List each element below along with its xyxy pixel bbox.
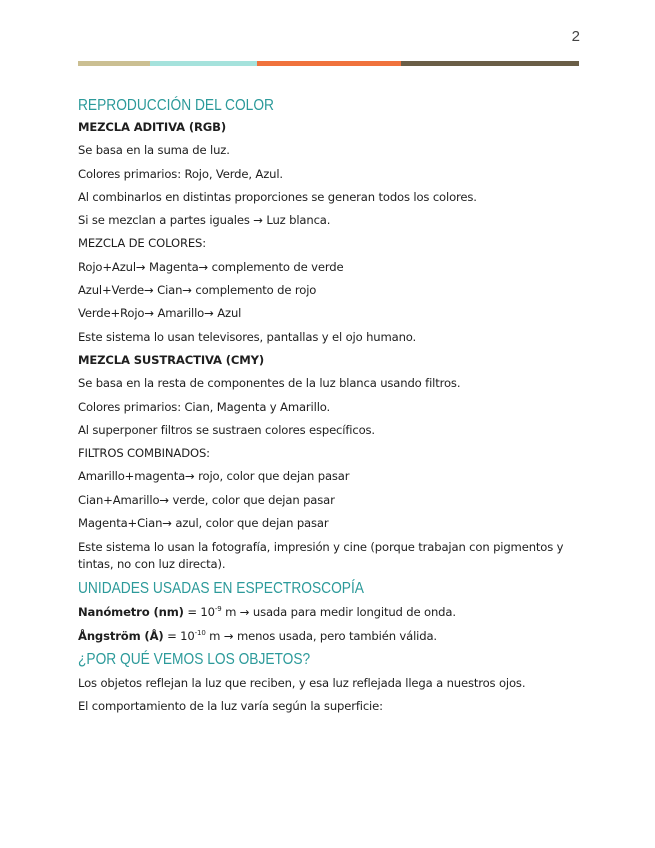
heading-por-que: ¿POR QUÉ VEMOS LOS OBJETOS? bbox=[78, 650, 311, 668]
por-que-list bbox=[78, 676, 578, 714]
unit-nm-label: Nanómetro (nm) bbox=[78, 605, 184, 620]
aditiva-line: Este sistema lo usan televisores, pantallas y el ojo humano. bbox=[78, 329, 417, 344]
sustractiva-list bbox=[78, 376, 578, 531]
sustractiva-line: Magenta+Cian→ azul, color que dejan pasar bbox=[78, 516, 329, 531]
sustractiva-line: FILTROS COMBINADOS: bbox=[78, 446, 210, 461]
heading-unidades: UNIDADES USADAS EN ESPECTROSCOPÍA bbox=[78, 580, 364, 598]
unit-a-post: m → menos usada, pero también válida. bbox=[205, 628, 437, 643]
sustractiva-line: Se basa en la resta de componentes de la luz blanca usando filtros. bbox=[78, 376, 461, 391]
aditiva-line: Rojo+Azul→ Magenta→ complemento de verde bbox=[78, 259, 344, 274]
por-que-line: El comportamiento de la luz varía según la superficie: bbox=[78, 698, 383, 713]
subheading-sustractiva: MEZCLA SUSTRACTIVA (CMY) bbox=[78, 352, 265, 367]
unit-nm-pre: = 10 bbox=[183, 605, 215, 620]
decorative-color-bar bbox=[78, 61, 579, 66]
sustractiva-line: Colores primarios: Cian, Magenta y Amarillo. bbox=[78, 399, 331, 414]
bar-segment-brown bbox=[401, 61, 579, 66]
sustractiva-line: Al superponer filtros se sustraen colores específicos. bbox=[78, 422, 375, 437]
aditiva-line: MEZCLA DE COLORES: bbox=[78, 236, 206, 251]
aditiva-line: Al combinarlos en distintas proporciones se generan todos los colores. bbox=[78, 189, 477, 204]
heading-reproduccion: REPRODUCCIÓN DEL COLOR bbox=[78, 97, 274, 114]
unit-a-exp: -10 bbox=[194, 628, 206, 637]
sustractiva-line: Amarillo+magenta→ rojo, color que dejan pasar bbox=[78, 469, 350, 484]
sustractiva-line: Cian+Amarillo→ verde, color que dejan pasar bbox=[78, 492, 335, 507]
subheading-aditiva: MEZCLA ADITIVA (RGB) bbox=[78, 120, 226, 134]
unit-a-pre: = 10 bbox=[163, 628, 195, 643]
bar-segment-tan bbox=[78, 61, 150, 66]
unit-angstrom bbox=[78, 629, 578, 644]
bar-segment-orange bbox=[257, 61, 401, 66]
bar-segment-aqua bbox=[150, 61, 257, 66]
document-body bbox=[78, 95, 578, 722]
aditiva-line: Se basa en la suma de luz. bbox=[78, 143, 230, 158]
unit-nanometro bbox=[78, 605, 578, 620]
aditiva-line: Colores primarios: Rojo, Verde, Azul. bbox=[78, 166, 283, 181]
aditiva-line: Verde+Rojo→ Amarillo→ Azul bbox=[78, 306, 242, 321]
por-que-line: Los objetos reflejan la luz que reciben, y esa luz reflejada llega a nuestros ojos. bbox=[78, 675, 526, 690]
page-number: 2 bbox=[571, 28, 580, 45]
unit-nm-post: m → usada para medir longitud de onda. bbox=[221, 605, 456, 620]
unit-nm-exp: -9 bbox=[214, 605, 222, 614]
aditiva-list bbox=[78, 143, 578, 344]
unit-a-label: Ångström (Å) bbox=[78, 628, 164, 643]
sustractiva-closing: Este sistema lo usan la fotografía, impresión y cine (porque trabajan con pigmentos y tintas, no con luz directa). bbox=[78, 540, 564, 572]
aditiva-line: Si se mezclan a partes iguales → Luz blanca. bbox=[78, 213, 331, 228]
aditiva-line: Azul+Verde→ Cian→ complemento de rojo bbox=[78, 283, 317, 298]
